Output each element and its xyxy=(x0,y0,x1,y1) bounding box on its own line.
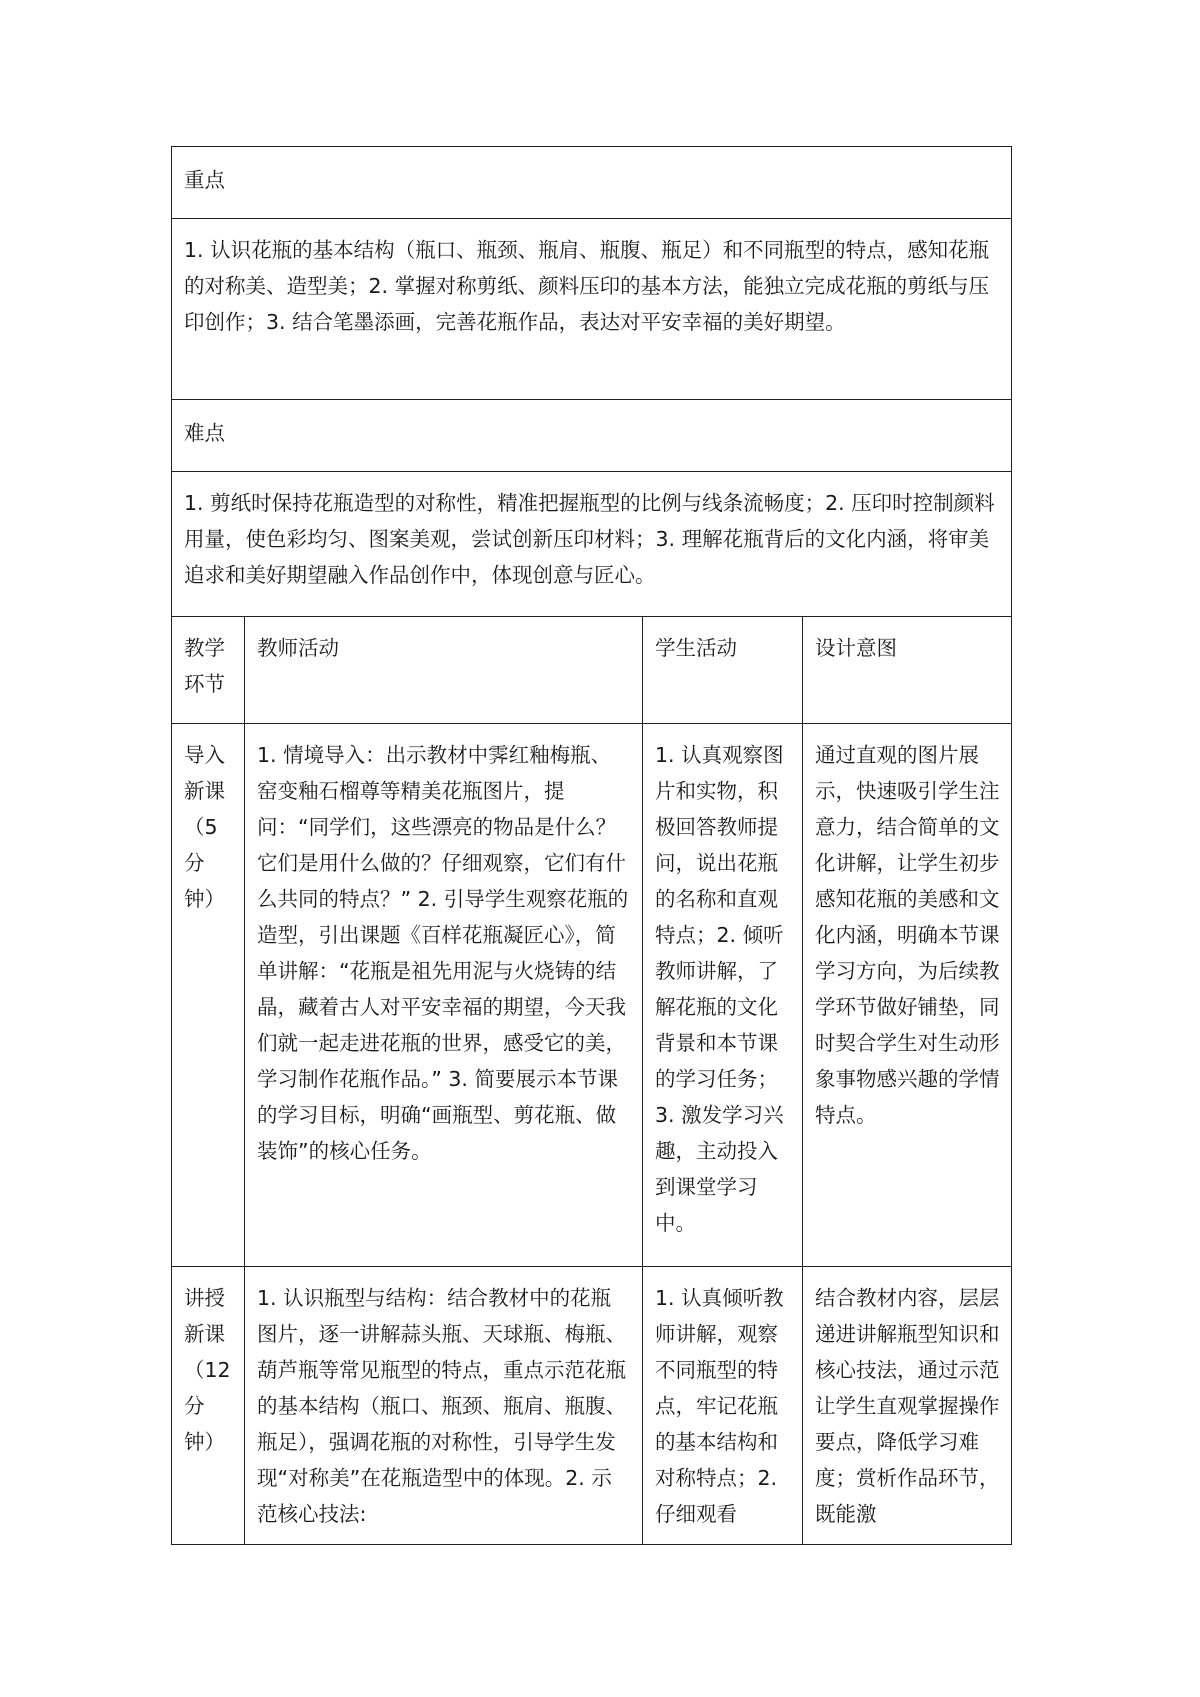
teacher-activity-cell: 1. 认识瓶型与结构：结合教材中的花瓶图片，逐一讲解蒜头瓶、天球瓶、梅瓶、葫芦瓶等常见瓶型的特点，重点示范花瓶的基本结构（瓶口、瓶颈、瓶肩、瓶腹、瓶足），强调花瓶的对称性，引导学生发现“对称美”在花瓶造型中的体现。2. 示范核心技法: xyxy=(245,1267,643,1545)
key-points-content-row xyxy=(172,219,1012,400)
lesson-plan-table xyxy=(171,146,1012,1545)
difficulties-content: 1. 剪纸时保持花瓶造型的对称性，精准把握瓶型的比例与线条流畅度；2. 压印时控制颜料用量，使色彩均匀、图案美观，尝试创新压印材料；3. 理解花瓶背后的文化内涵，将审美追求和美好期望融入作品创作中，体现创意与匠心。 xyxy=(172,472,1012,617)
difficulties-label: 难点 xyxy=(172,400,1012,472)
key-points-label-row xyxy=(172,147,1012,219)
stage-cell: 导入新课（5分钟） xyxy=(172,724,245,1267)
student-activity-cell: 1. 认真观察图片和实物，积极回答教师提问，说出花瓶的名称和直观特点；2. 倾听教师讲解，了解花瓶的文化背景和本节课的学习任务；3. 激发学习兴趣，主动投入到课堂学习中。 xyxy=(643,724,803,1267)
table-row xyxy=(172,1267,1012,1545)
teacher-activity-cell: 1. 情境导入：出示教材中霁红釉梅瓶、窑变釉石榴尊等精美花瓶图片，提问：“同学们，这些漂亮的物品是什么？它们是用什么做的？仔细观察，它们有什么共同的特点？” 2. 引导学生观察花瓶的造型，引出课题《百样花瓶凝匠心》，简单讲解：“花瓶是祖先用泥与火烧铸的结晶，藏着古人对平安幸福的期望，今天我们就一起走进花瓶的世界，感受它的美，学习制作花瓶作品。” 3. 简要展示本节课的学习目标，明确“画瓶型、剪花瓶、做装饰”的核心任务。 xyxy=(245,724,643,1267)
header-student: 学生活动 xyxy=(643,617,803,724)
student-activity-cell: 1. 认真倾听教师讲解，观察不同瓶型的特点，牢记花瓶的基本结构和对称特点；2. 仔细观看 xyxy=(643,1267,803,1545)
design-intent-cell: 结合教材内容，层层递进讲解瓶型知识和核心技法，通过示范让学生直观掌握操作要点，降低学习难度；赏析作品环节，既能激 xyxy=(803,1267,1012,1545)
design-intent-cell: 通过直观的图片展示，快速吸引学生注意力，结合简单的文化讲解，让学生初步感知花瓶的美感和文化内涵，明确本节课学习方向，为后续教学环节做好铺垫，同时契合学生对生动形象事物感兴趣的学情特点。 xyxy=(803,724,1012,1267)
difficulties-label-row xyxy=(172,400,1012,472)
stage-cell: 讲授新课（12分钟） xyxy=(172,1267,245,1545)
header-teacher: 教师活动 xyxy=(245,617,643,724)
header-stage: 教学环节 xyxy=(172,617,245,724)
key-points-content: 1. 认识花瓶的基本结构（瓶口、瓶颈、瓶肩、瓶腹、瓶足）和不同瓶型的特点，感知花瓶的对称美、造型美；2. 掌握对称剪纸、颜料压印的基本方法，能独立完成花瓶的剪纸与压印创作；3. 结合笔墨添画，完善花瓶作品，表达对平安幸福的美好期望。 xyxy=(172,219,1012,400)
difficulties-content-row xyxy=(172,472,1012,617)
table-row xyxy=(172,724,1012,1267)
header-intent: 设计意图 xyxy=(803,617,1012,724)
key-points-label: 重点 xyxy=(172,147,1012,219)
process-header-row xyxy=(172,617,1012,724)
